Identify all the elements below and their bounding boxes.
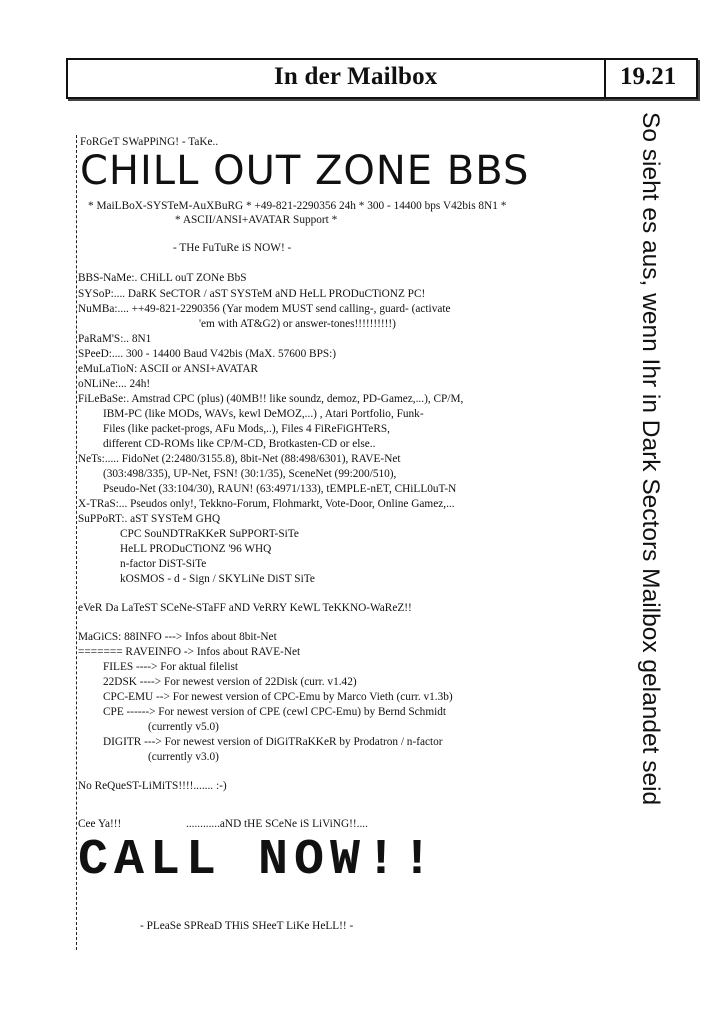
flyer-future: - THe FuTuRe iS NOW! - xyxy=(173,242,292,254)
no-limits-line: No ReQueST-LiMiTS!!!!....... :-) xyxy=(78,780,227,792)
digitr-line: DIGITR ---> For newest version of DiGiTRaKKeR by Prodatron / n-factor xyxy=(103,736,443,748)
support-line-2: CPC SouNDTRaKKeR SuPPORT-SiTe xyxy=(120,528,299,540)
support-line: SuPPoRT:. aST SYSTeM GHQ xyxy=(78,513,221,525)
filebase-line-3: Files (like packet-progs, AFu Mods,..), Files 4 FiReFiGHTeRS, xyxy=(103,423,390,435)
scene-living-line: ............aND tHE SCeNe iS LiViNG!!.... xyxy=(186,818,368,830)
bbs-name-line: BBS-NaMe:. CHiLL ouT ZONe BbS xyxy=(78,272,247,284)
cpe-version-line: (currently v5.0) xyxy=(148,721,219,733)
support-line-3: HeLL PRODuCTiONZ '96 WHQ xyxy=(120,543,272,555)
online-line: oNLiNe:... 24h! xyxy=(78,378,151,390)
support-line-4: n-factor DiST-SiTe xyxy=(120,558,207,570)
page-header xyxy=(66,58,698,99)
nets-line: NeTs:..... FidoNet (2:2480/3155.8), 8bit-Net (88:498/6301), RAVE-Net xyxy=(78,453,401,465)
flyer-tagline-1: * MaiLBoX-SYSTeM-AuXBuRG * +49-821-2290356 24h * 300 - 14400 bps V42bis 8N1 * xyxy=(88,200,507,212)
magics-line-2: ======= RAVEINFO -> Infos about RAVE-Net xyxy=(78,646,301,658)
emulation-line: eMuLaTioN: ASCII or ANSI+AVATAR xyxy=(78,363,259,375)
nets-line-2: (303:498/335), UP-Net, FSN! (30:1/35), SceneNet (99:200/510), xyxy=(103,468,397,480)
call-now-headline: CALL NOW!! xyxy=(78,832,439,889)
number-line: NuMBa:.... ++49-821-2290356 (Yar modem MUST send calling-, guard- (activate xyxy=(78,303,451,315)
cpc-emu-line: CPC-EMU --> For newest version of CPC-Emu by Marco Vieth (curr. v1.3b) xyxy=(103,691,453,703)
xtras-line: X-TRaS:... Pseudos only!, Tekkno-Forum, Flohmarkt, Vote-Door, Online Gamez,... xyxy=(78,498,455,510)
flyer-tagline-2: * ASCII/ANSI+AVATAR Support * xyxy=(175,214,338,226)
flyer-intro: FoRGeT SWaPPiNG! - TaKe.. xyxy=(80,136,219,148)
cee-ya-line: Cee Ya!!! xyxy=(78,818,122,830)
latest-stuff-line: eVeR Da LaTeST SCeNe-STaFF aND VeRRY KeWL TeKKNO-WaReZ!! xyxy=(78,602,412,614)
22dsk-line: 22DSK ----> For newest version of 22Disk (curr. v1.42) xyxy=(103,676,357,688)
nets-line-3: Pseudo-Net (33:104/30), RAUN! (63:4971/133), tEMPLE-nET, CHiLL0uT-N xyxy=(103,483,457,495)
filebase-line-4: different CD-ROMs like CP/M-CD, Brotkasten-CD or else.. xyxy=(103,438,376,450)
filebase-line-2: IBM-PC (like MODs, WAVs, kewl DeMOZ,...) , Atari Portfolio, Funk- xyxy=(103,408,424,420)
side-caption: So sieht es aus, wenn Ihr in Dark Sectors Mailbox gelandet seid xyxy=(637,112,664,806)
number-line-cont: 'em with AT&G2) or answer-tones!!!!!!!!!!) xyxy=(199,318,396,330)
magics-line: MaGiCS: 88INFO ---> Infos about 8bit-Net xyxy=(78,631,277,643)
flyer-headline: CHILL OUT ZONE BBS xyxy=(80,148,530,194)
filebase-line: FiLeBaSe:. Amstrad CPC (plus) (40MB!! like soundz, demoz, PD-Gamez,...), CP/M, xyxy=(78,393,464,405)
header-divider xyxy=(604,60,606,97)
sysop-line: SYSoP:.... DaRK SeCTOR / aST SYSTeM aND HeLL PRODuCTiONZ PC! xyxy=(78,288,426,300)
support-line-5: kOSMOS - d - Sign / SKYLiNe DiST SiTe xyxy=(120,573,315,585)
cpe-line: CPE ------> For newest version of CPE (cewl CPC-Emu) by Bernd Schmidt xyxy=(103,706,447,718)
header-title: In der Mailbox xyxy=(274,63,438,90)
params-line: PaRaM'S:.. 8N1 xyxy=(78,333,152,345)
spread-sheet-line: - PLeaSe SPReaD THiS SHeeT LiKe HeLL!! - xyxy=(140,920,354,932)
digitr-version-line: (currently v3.0) xyxy=(148,751,219,763)
files-line: FILES ----> For aktual filelist xyxy=(103,661,239,673)
speed-line: SPeeD:.... 300 - 14400 Baud V42bis (MaX. 57600 BPS:) xyxy=(78,348,337,360)
page-number: 19.21 xyxy=(620,63,677,90)
